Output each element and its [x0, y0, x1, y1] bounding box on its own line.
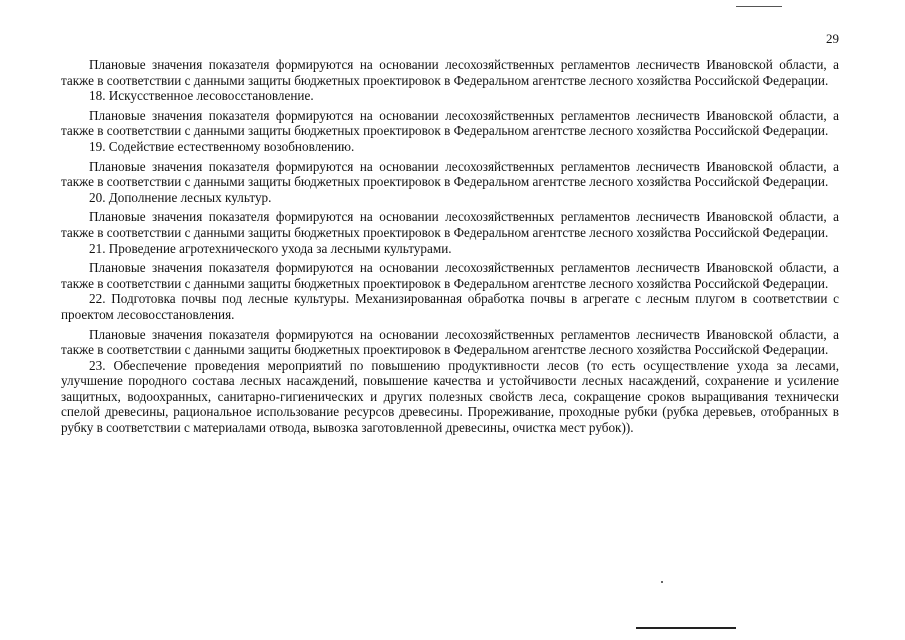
item-heading-22: 22. Подготовка почвы под лесные культуры. Механизированная обработка почвы в агрегате с лесным плугом в соответствии с проектом лесовосстановления.: [61, 291, 839, 322]
paragraph-18: Плановые значения показателя формируются на основании лесохозяйственных регламентов лесничеств Ивановской области, а также в соответствии с данными защиты бюджетных проектировок в Федеральном агентстве лесного хозяйства Российской Федерации.: [61, 107, 839, 139]
top-scan-line: [736, 6, 782, 7]
item-heading-20: 20. Дополнение лесных культур.: [89, 189, 272, 205]
item-heading-18: 18. Искусственное лесовосстановление.: [89, 88, 314, 104]
paragraph-intro: Плановые значения показателя формируются на основании лесохозяйственных регламентов лесничеств Ивановской области, а также в соответствии с данными защиты бюджетных проектировок в Федеральном агентстве лесного хозяйства Российской Федерации.: [61, 57, 839, 88]
paragraph-20: Плановые значения показателя формируются на основании лесохозяйственных регламентов лесничеств Ивановской области, а также в соответствии с данными защиты бюджетных проектировок в Федеральном агентстве лесного хозяйства Российской Федерации.: [61, 209, 839, 240]
paragraph-21: Плановые значения показателя формируются на основании лесохозяйственных регламентов лесничеств Ивановской области, а также в соответствии с данными защиты бюджетных проектировок в Федеральном агентстве лесного хозяйства Российской Федерации.: [61, 260, 839, 291]
paragraph-19: Плановые значения показателя формируются на основании лесохозяйственных регламентов лесничеств Ивановской области, а также в соответствии с данными защиты бюджетных проектировок в Федеральном агентстве лесного хозяйства Российской Федерации.: [61, 158, 839, 190]
item-heading-19: 19. Содействие естественному возобновлению.: [89, 138, 355, 154]
scan-speck: [661, 581, 663, 583]
bottom-scan-line: [636, 627, 736, 629]
item-heading-23: 23. Обеспечение проведения мероприятий по повышению продуктивности лесов (то есть осуществление ухода за лесами, улучшение породного состава лесных насаждений, повышение качества и устойчивости лесных насаждений, сохранение и усиление защитных, водоохранных, санитарно-гигиенических и других полезных свойств леса, сокращение сроков выращивания технически спелой древесины, рациональное использование ресурсов древесины. Прореживание, проходные рубки (рубка деревьев, отобранных в рубку в соответствии с материалами отвода, вывозка заготовленной древесины, очистка мест рубок)).: [61, 357, 839, 436]
page-number: 29: [826, 31, 839, 46]
document-body: [61, 57, 839, 436]
item-heading-21: 21. Проведение агротехнического ухода за лесными культурами.: [89, 240, 452, 256]
paragraph-22: Плановые значения показателя формируются на основании лесохозяйственных регламентов лесничеств Ивановской области, а также в соответствии с данными защиты бюджетных проектировок в Федеральном агентстве лесного хозяйства Российской Федерации.: [61, 326, 839, 358]
